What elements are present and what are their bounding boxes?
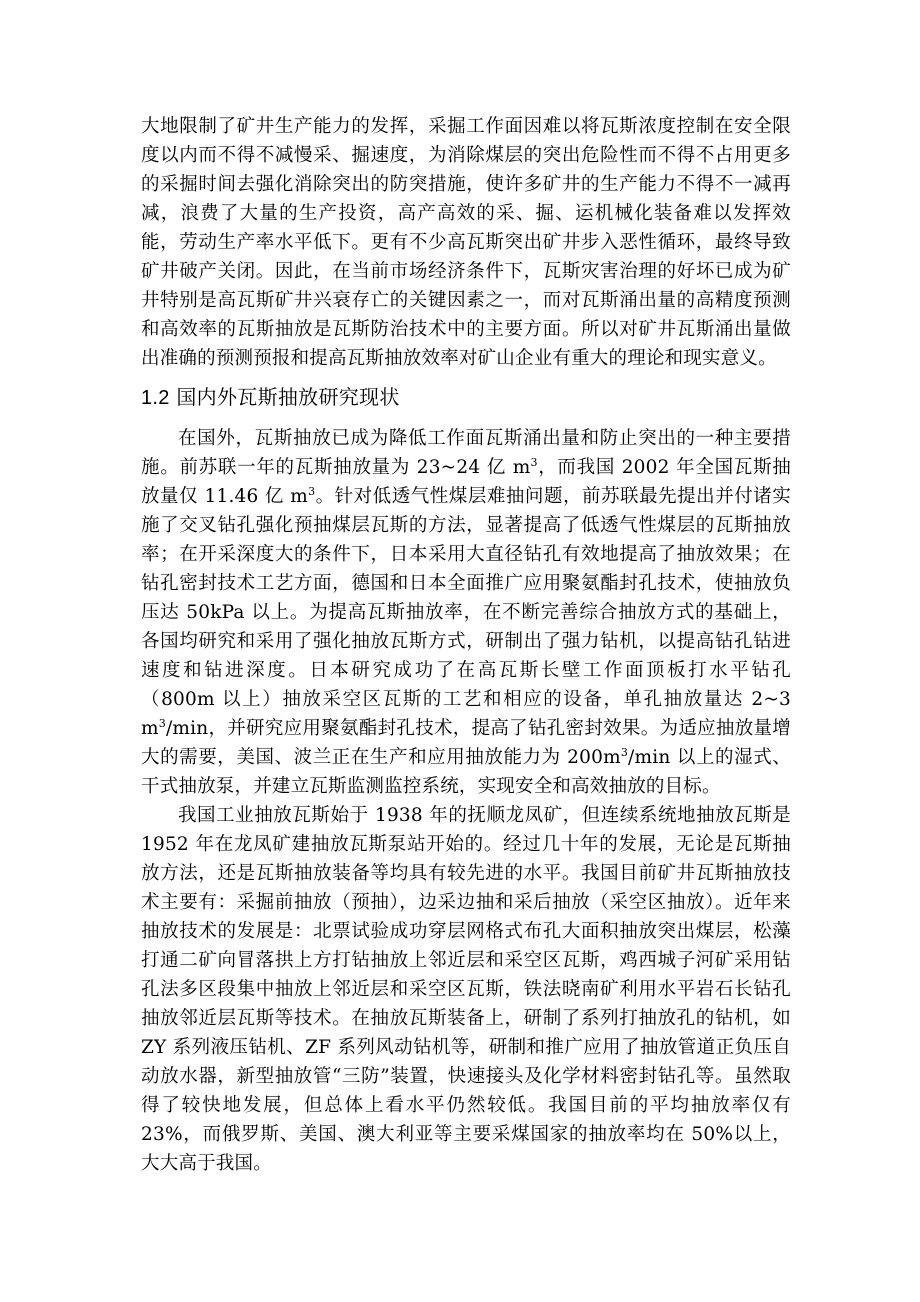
text-run: /min，并研究应用聚氨酯封孔技术，提高了钻孔密封效果。为适应抽放量增大的需要，美国、波兰正在生产和应用抽放能力为 200m xyxy=(141,718,791,768)
text-run: 在国外，瓦斯抽放已成为降低工作面瓦斯涌出量和防止突出的一种主要措施。前苏联一年的瓦斯抽放量为 23~24 亿 m xyxy=(141,428,791,478)
superscript: 3 xyxy=(530,455,538,469)
superscript: 3 xyxy=(158,716,166,730)
superscript: 3 xyxy=(620,745,629,759)
superscript: 3 xyxy=(308,484,316,498)
text-run: /min 以上的湿式、干式抽放泵，并建立瓦斯监测监控系统，实现安全和高效抽放的目标。 xyxy=(141,747,791,797)
document-body xyxy=(141,112,791,1178)
text-run: ，而我国 2002 年全国瓦斯抽放量仅 11.46 亿 m xyxy=(141,457,791,507)
text-run: 。针对低透气性煤层难抽问题，前苏联最先提出并付诸实施了交叉钻孔强化预抽煤层瓦斯的方法，显著提高了低透气性煤层的瓦斯抽放率；在开采深度大的条件下，日本采用大直径钻孔有效地提高了抽放效果；在钻孔密封技术工艺方面，德国和日本全面推广应用聚氨酯封孔技术，使抽放负压达 50kPa 以上。为提高瓦斯抽放率，在不断完善综合抽放方式的基础上，各国均研究和采用了强化抽放瓦斯方式，研制出了强力钻机，以提高钻孔钻进速度和钻进深度。日本研究成功了在高瓦斯长壁工作面顶板打水平钻孔（800m 以上）抽放采空区瓦斯的工艺和相应的设备，单孔抽放量达 2~3 m xyxy=(141,486,791,739)
paragraph-foreign-research xyxy=(141,424,791,801)
paragraph-continued: 大地限制了矿井生产能力的发挥，采掘工作面因难以将瓦斯浓度控制在安全限度以内而不得不减慢采、掘速度，为消除煤层的突出危险性而不得不占用更多的采掘时间去强化消除突出的防突措施，使许多矿井的生产能力不得不一减再减，浪费了大量的生产投资，高产高效的采、掘、运机械化装备难以发挥效能，劳动生产率水平低下。更有不少高瓦斯突出矿井步入恶性循环，最终导致矿井破产关闭。因此，在当前市场经济条件下，瓦斯灾害治理的好坏已成为矿井特别是高瓦斯矿井兴衰存亡的关键因素之一，而对瓦斯涌出量的高精度预测和高效率的瓦斯抽放是瓦斯防治技术中的主要方面。所以对矿井瓦斯涌出量做出准确的预测预报和提高瓦斯抽放效率对矿山企业有重大的理论和现实意义。 xyxy=(141,116,791,369)
section-heading xyxy=(141,383,791,412)
section-number: 1.2 xyxy=(141,387,170,409)
paragraph-domestic-research: 我国工业抽放瓦斯始于 1938 年的抚顺龙凤矿，但连续系统地抽放瓦斯是 1952 年在龙凤矿建抽放瓦斯泵站开始的。经过几十年的发展，无论是瓦斯抽放方法，还是瓦斯抽放装备等均具有较先进的水平。我国目前矿井瓦斯抽放技术主要有：采掘前抽放（预抽），边采边抽和采后抽放（采空区抽放）。近年来抽放技术的发展是：北票试验成功穿层网格式布孔大面积抽放突出煤层，松藻打通二矿向冒落拱上方打钻抽放上邻近层和采空区瓦斯，鸡西城子河矿采用钻孔法多区段集中抽放上邻近层和采空区瓦斯，铁法晓南矿利用水平岩石长钻孔抽放邻近层瓦斯等技术。在抽放瓦斯装备上，研制了系列打抽放孔的钻机，如 ZY 系列液压钻机、ZF 系列风动钻机等，研制和推广应用了抽放管道正负压自动放水器，新型抽放管“三防”装置，快速接头及化学材料密封钻孔等。虽然取得了较快地发展，但总体上看水平仍然较低。我国目前的平均抽放率仅有 23%，而俄罗斯、美国、澳大利亚等主要采煤国家的抽放率均在 50%以上，大大高于我国。 xyxy=(141,805,791,1174)
section-title: 国内外瓦斯抽放研究现状 xyxy=(176,385,400,409)
